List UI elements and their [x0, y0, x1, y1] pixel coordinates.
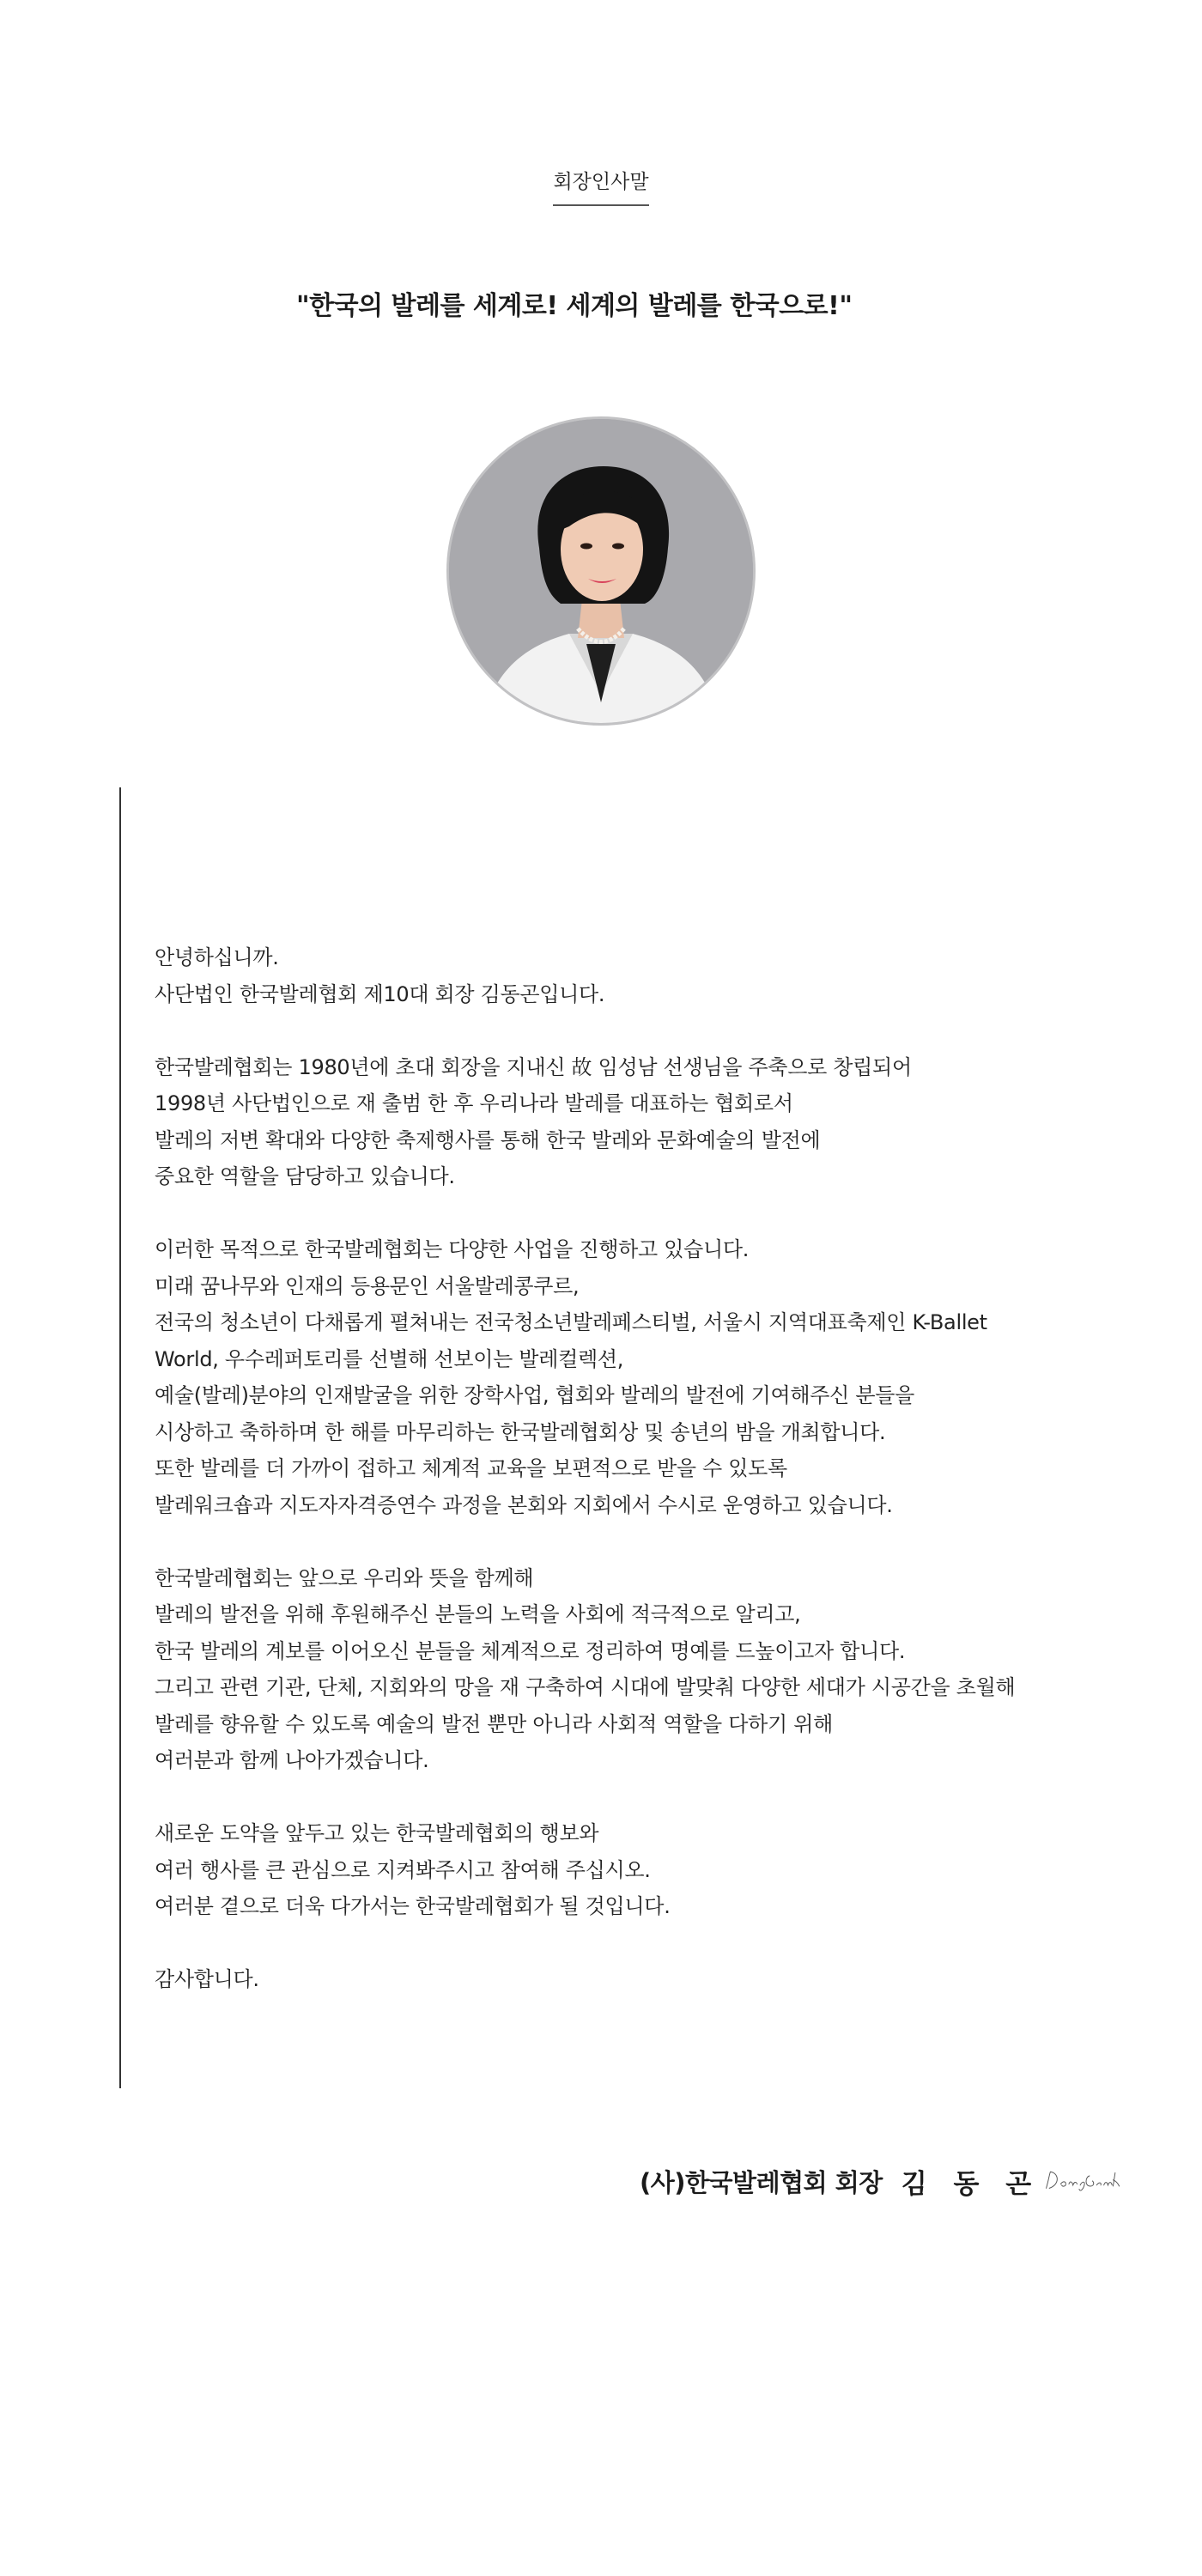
- page-title: 회장인사말: [553, 166, 648, 206]
- vertical-divider: [119, 787, 121, 2088]
- letter-line: 미래 꿈나무와 인재의 등용문인 서울발레콩쿠르,: [155, 1273, 580, 1298]
- letter-line: 발레의 저변 확대와 다양한 축제행사를 통해 한국 발레와 문화예술의 발전에: [155, 1127, 821, 1152]
- letter-line: 감사합니다.: [155, 1967, 259, 1991]
- signature-org-title: (사)한국발레협회 회장: [640, 2167, 883, 2197]
- letter-line: 여러분과 함께 나아가겠습니다.: [155, 1748, 429, 1772]
- president-portrait: [446, 416, 756, 726]
- letter-line: 한국발레협회는 앞으로 우리와 뜻을 함께해: [155, 1565, 534, 1590]
- letter-line: 발레의 발전을 위해 후원해주신 분들의 노력을 사회에 적극적으로 알리고,: [155, 1602, 801, 1626]
- letter-line: 전국의 청소년이 다채롭게 펼쳐내는 전국청소년발레페스티벌, 서울시 지역대표축제인 K-Ballet: [155, 1310, 987, 1334]
- letter-paragraph: [155, 1815, 1142, 1925]
- letter-line: 발레워크숍과 지도자자격증연수 과정을 본회와 지회에서 수시로 운영하고 있습니다.: [155, 1492, 893, 1517]
- letter-paragraph: [155, 1560, 1142, 1779]
- letter-line: 시상하고 축하하며 한 해를 마무리하는 한국발레협회상 및 송년의 밤을 개최합니다.: [155, 1419, 886, 1444]
- signature-name: 김 동 곤: [901, 2168, 1041, 2200]
- page-heading: [0, 166, 1202, 206]
- letter-line: 한국 발레의 계보를 이어오신 분들을 체계적으로 정리하여 명예를 드높이고자 합니다.: [155, 1638, 906, 1663]
- handwritten-signature-icon: [1043, 2155, 1120, 2207]
- letter-paragraph: [155, 1961, 1142, 1998]
- letter-line: 발레를 향유할 수 있도록 예술의 발전 뿐만 아니라 사회적 역할을 다하기 위해: [155, 1711, 834, 1736]
- letter-line: 한국발레협회는 1980년에 초대 회장을 지내신 故 임성남 선생님을 주축으로 창립되어: [155, 1054, 912, 1079]
- letter-line: 안녕하십니까.: [155, 945, 279, 969]
- letter-line: 여러분 곁으로 더욱 다가서는 한국발레협회가 될 것입니다.: [155, 1894, 671, 1918]
- letter-line: 여러 행사를 큰 관심으로 지켜봐주시고 참여해 주십시오.: [155, 1857, 651, 1882]
- letter-line: 이러한 목적으로 한국발레협회는 다양한 사업을 진행하고 있습니다.: [155, 1237, 750, 1261]
- signature-block: [640, 2155, 1120, 2207]
- letter-paragraph: [155, 1231, 1142, 1523]
- letter-line: 중요한 역할을 담당하고 있습니다.: [155, 1164, 455, 1188]
- letter-line: 예술(발레)분야의 인재발굴을 위한 장학사업, 협회와 발레의 발전에 기여해주신 분들을: [155, 1383, 915, 1407]
- letter-paragraph: [155, 1049, 1142, 1195]
- letter-line: 사단법인 한국발레협회 제10대 회장 김동곤입니다.: [155, 981, 605, 1006]
- slogan-quote: "한국의 발레를 세계로! 세계의 발레를 한국으로!": [296, 291, 853, 321]
- letter-line: 1998년 사단법인으로 재 출범 한 후 우리나라 발레를 대표하는 협회로서: [155, 1091, 793, 1115]
- letter-line: World, 우수레퍼토리를 선별해 선보이는 발레컬렉션,: [155, 1346, 624, 1371]
- letter-line: 새로운 도약을 앞두고 있는 한국발레협회의 행보와: [155, 1821, 599, 1845]
- greeting-letter: [155, 939, 1142, 1998]
- letter-line: 또한 발레를 더 가까이 접하고 체계적 교육을 보편적으로 받을 수 있도록: [155, 1456, 787, 1480]
- portrait-image: [449, 419, 753, 723]
- letter-line: 그리고 관련 기관, 단체, 지회와의 망을 재 구축하여 시대에 발맞춰 다양한 세대가 시공간을 초월해: [155, 1675, 1016, 1699]
- letter-paragraph: [155, 939, 1142, 1012]
